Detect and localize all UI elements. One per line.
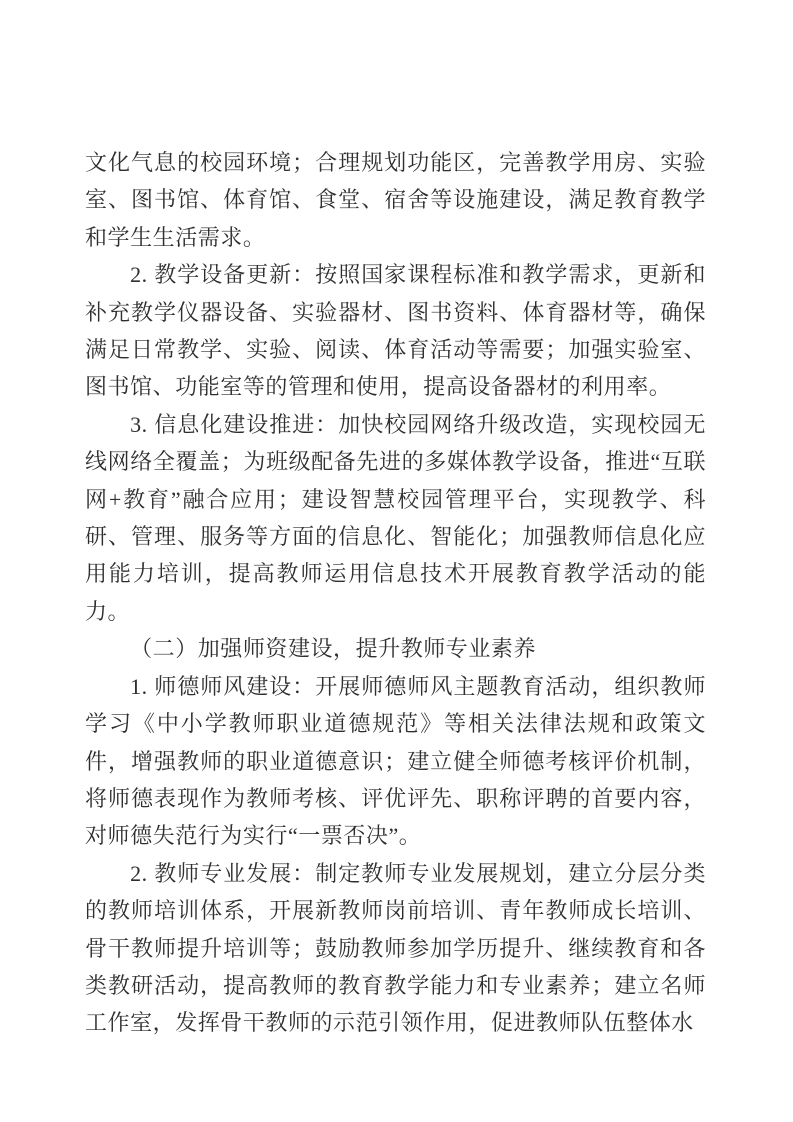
paragraph-teacher-professional-growth: 2. 教师专业发展：制定教师专业发展规划，建立分层分类的教师培训体系，开展新教师岗前培训、青年教师成长培训、骨干教师提升培训等；鼓励教师参加学历提升、继续教育和各类教研活动，提高教师的教育教学能力和专业素养；建立名师工作室，发挥骨干教师的示范引领作用，促进教师队伍整体水	[85, 860, 706, 1036]
paragraph-teacher-ethics: 1. 师德师风建设：开展师德师风主题教育活动，组织教师学习《中小学教师职业道德规范》等相关法律法规和政策文件，增强教师的职业道德意识；建立健全师德考核评价机制，将师德表现作为教师考核、评优评先、职称评聘的首要内容，对师德失范行为实行“一票否决”。	[85, 673, 706, 849]
document-text-block	[85, 144, 706, 1042]
paragraph-informatization: 3. 信息化建设推进：加快校园网络升级改造，实现校园无线网络全覆盖；为班级配备先进的多媒体教学设备，推进“互联网+教育”融合应用；建设智慧校园管理平台，实现教学、科研、管理、服务等方面的信息化、智能化；加强教师信息化应用能力培训，提高教师运用信息技术开展教育教学活动的能力。	[85, 411, 706, 624]
section-heading-teacher-development: （二）加强师资建设，提升教师专业素养	[130, 636, 536, 662]
paragraph-facilities-continuation: 文化气息的校园环境；合理规划功能区，完善教学用房、实验室、图书馆、体育馆、食堂、宿舍等设施建设，满足教育教学和学生生活需求。	[85, 150, 706, 250]
paragraph-teaching-equipment: 2. 教学设备更新：按照国家课程标准和教学需求，更新和补充教学仪器设备、实验器材、图书资料、体育器材等，确保满足日常教学、实验、阅读、体育活动等需要；加强实验室、图书馆、功能室等的管理和使用，提高设备器材的利用率。	[85, 262, 706, 400]
